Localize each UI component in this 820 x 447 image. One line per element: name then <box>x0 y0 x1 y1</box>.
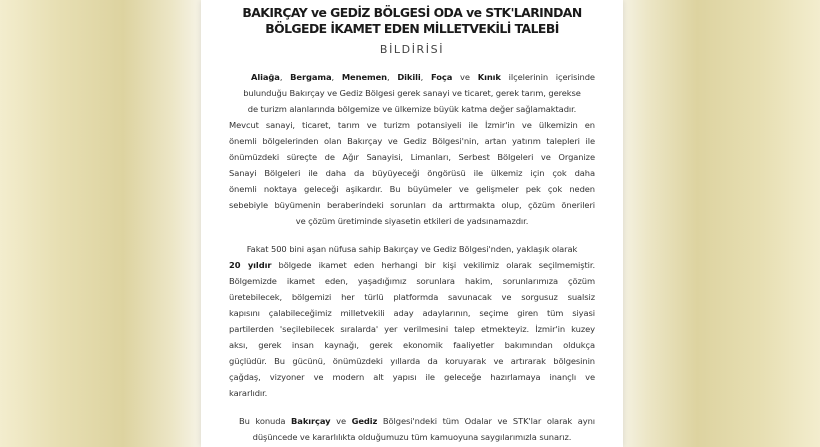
paragraph-2-line: aksı, gerek insan kaynağı, gerek ekonomik faaliyetler bakımından oldukça <box>229 340 595 350</box>
paragraph-2-line: kararlıdır. <box>229 388 268 398</box>
paragraph-2-line: çağdaş, vizyoner ve modern alt yapısı ile geleceğe hazırlamaya inançlı ve <box>229 372 595 382</box>
paragraph-1-line-1: Aliağa, Bergama, Menemen, Dikili, Foça ve Kınık ilçelerinin içerisinde <box>251 72 595 82</box>
paragraph-2-line: güçlüdür. Bu gücünü, önümüzdeki yıllarda da koruyarak ve artırarak bölgesinin <box>229 356 595 366</box>
title-line-2: BÖLGEDE İKAMET EDEN MİLLETVEKİLİ TALEBİ <box>265 21 559 36</box>
paragraph-2-line-1: Fakat 500 bini aşan nüfusa sahip Bakırçay ve Gediz Bölgesi'nden, yaklaşık olarak <box>246 244 578 254</box>
paragraph-3-rest: Bölgesi'ndeki tüm Odalar ve STK'lar olarak aynı <box>377 416 595 426</box>
place-dikili: Dikili <box>397 72 421 82</box>
paragraph-1-line-1-rest: ilçelerinin içerisinde <box>508 72 595 82</box>
paragraph-3-line-2: düşüncede ve kararlılıkta olduğumuzu tüm kamuoyuna saygılarımızla sunarız. <box>252 432 572 442</box>
paragraph-1-line: de turizm alanlarında bölgemize ve ülkemize büyük katma değer sağlamaktadır. <box>247 104 577 114</box>
paragraph-1-line: önemli bölgelerinden olan Bakırçay ve Gediz Bölgesi'nin, artan yatırım talepleri ile <box>229 136 595 146</box>
place-menemen: Menemen <box>341 72 387 82</box>
word-ve: ve <box>460 72 470 82</box>
title-line-1: BAKIRÇAY ve GEDİZ BÖLGESİ ODA ve STK'LARINDAN <box>242 5 582 20</box>
paragraph-2-line-2 <box>229 259 595 271</box>
place-foca: Foça <box>430 72 453 82</box>
place-bergama: Bergama <box>290 72 332 82</box>
paragraph-3-mid: ve <box>330 416 352 426</box>
paragraph-3-line-1 <box>239 415 595 427</box>
paragraph-2-line: kapısını çalabileceğimiz milletvekili aday adaylarının, seçime giren tüm siyasi <box>229 308 595 318</box>
paragraph-1-line: Mevcut sanayi, ticaret, tarım ve turizm potansiyeli ile İzmir'in ve ülkemizin en <box>229 120 595 130</box>
highlight-20-years: 20 yıldır <box>229 260 272 270</box>
paragraph-1-line: sebebiyle büyümenin beraberindeki sorunları da arttırmakta olup, çözüm önerileri <box>229 200 595 210</box>
paragraph-2-line: Bölgemizde ikamet eden, yaşadığımız sorunlara hakim, sorunlarımıza çözüm <box>229 276 595 286</box>
document-page <box>201 0 623 447</box>
place-aliaga: Aliağa <box>251 72 280 82</box>
paragraph-1-line: ve çözüm üretiminde siyasetin etkileri de yadsınamazdır. <box>295 216 529 226</box>
place-kinik: Kınık <box>477 72 501 82</box>
paragraph-1-line: Sanayi Bölgeleri ile daha da büyüyeceği öngörüsü ile ülkemiz için çok daha <box>229 168 595 178</box>
paragraph-2-line-2-rest: bölgede ikamet eden herhangi bir kişi vekilimiz olarak seçilmemiştir. <box>271 260 595 270</box>
paragraph-1-line: bulunduğu Bakırçay ve Gediz Bölgesi gerek sanayi ve ticaret, gerek tarım, gerekse <box>243 88 581 98</box>
region-bakircay: Bakırçay <box>291 416 331 426</box>
paragraph-2-line: partilerden 'seçilebilecek sıralarda' yer verilmesini talep etmekteyiz. İzmir'in kuzey <box>229 324 595 334</box>
paragraph-1-line: önümüzdeki süreçte de Ağır Sanayisi, Limanları, Serbest Bölgeleri ve Organize <box>229 152 595 162</box>
paragraph-1-line: önemli noktaya geleceği aşikardır. Bu büyümeler ve gelişmeler pek çok neden <box>229 184 595 194</box>
paragraph-2-line: üretebilecek, bölgemizi her türlü platformda savunacak ve sorgusuz sualsiz <box>229 292 595 302</box>
subtitle: BİLDİRİSİ <box>379 43 445 56</box>
paragraph-3-pre: Bu konuda <box>239 416 292 426</box>
region-gediz: Gediz <box>351 416 378 426</box>
